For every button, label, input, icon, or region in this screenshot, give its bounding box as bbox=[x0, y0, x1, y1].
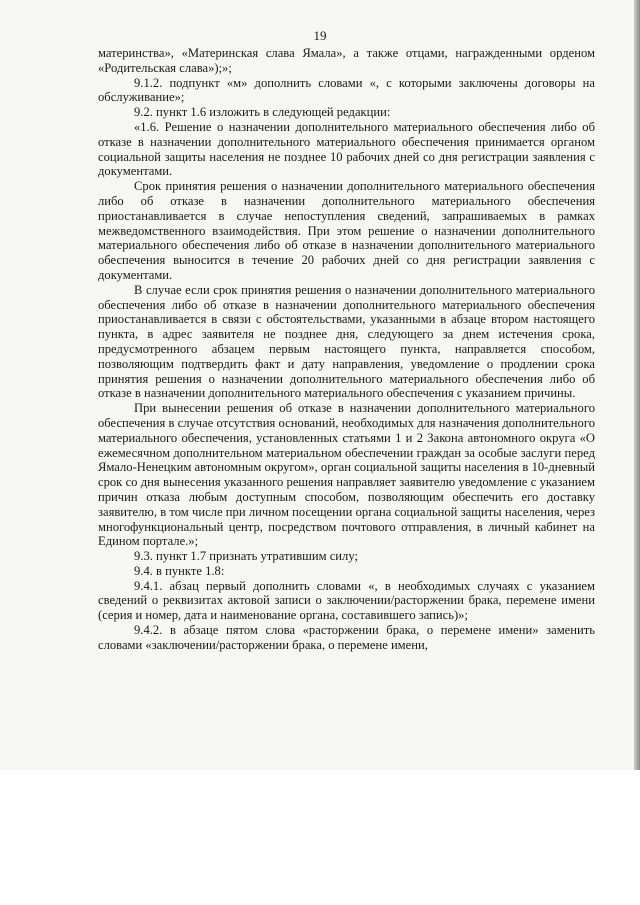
page-number: 19 bbox=[313, 28, 327, 43]
paragraph-continuation: материнства», «Материнская слава Ямала», а также отцами, награжденными орденом «Родительская слава»);»; bbox=[98, 46, 595, 75]
paragraph-decision-period: Срок принятия решения о назначении дополнительного материального обеспечения либо об отказе в назначении дополнительного материального обеспечения приостанавливается в случае непоступления сведений, запрашиваемых в рамках межведомственного взаимодействия. При этом решение о назначении дополнительного материального обеспечения либо об отказе в назначении дополнительного материального обеспечения выносится в течение 20 рабочих дней со дня регистрации заявления с документами. bbox=[98, 179, 595, 282]
paragraph-9-4-1: 9.4.1. абзац первый дополнить словами «, в необходимых случаях с указанием сведений о реквизитах актовой записи о заключении/расторжении брака, перемене имени (серия и номер, дата и наименование органа, составившего запись)»; bbox=[98, 578, 595, 623]
paragraph-9-4: 9.4. в пункте 1.8: bbox=[134, 563, 225, 578]
paragraph-refusal-notice: При вынесении решения об отказе в назначении дополнительного материального обеспечения в случае отсутствия оснований, необходимых для назначения дополнительного материального обеспечения, установленных статьями 1 и 2 Закона автономного округа «О ежемесячном дополнительном материальном обеспечении граждан за особые заслуги перед Ямало-Ненецким автономным округом», орган социальной защиты населения в 10-дневный срок со дня вынесения указанного решения направляет заявителю уведомление с указанием причин отказа любым доступным способом, позволяющим обеспечить его доставку заявителю, в том числе при личном посещении органа социальной защиты населения, через многофункциональный центр, посредством почтового отправления, в личный кабинет на Едином портале.»; bbox=[98, 401, 595, 549]
paragraph-9-1-2: 9.1.2. подпункт «м» дополнить словами «, с которыми заключены договоры на обслуживание»; bbox=[98, 75, 595, 105]
paragraph-9-2: 9.2. пункт 1.6 изложить в следующей редакции: bbox=[134, 105, 391, 120]
paragraph-1-6: «1.6. Решение о назначении дополнительного материального обеспечения либо об отказе в назначении дополнительного материального обеспечения принимается органом социальной защиты населения не позднее 10 рабочих дней со дня регистрации заявления с документами. bbox=[98, 119, 595, 179]
paragraph-9-4-2: 9.4.2. в абзаце пятом слова «расторжении брака, о перемене имени» заменить словами «заключении/расторжении брака, о перемене имени, bbox=[98, 623, 595, 652]
paragraph-suspension-notice: В случае если срок принятия решения о назначении дополнительного материального обеспечения либо об отказе в назначении дополнительного материального обеспечения приостанавливается в связи с обстоятельствами, указанными в абзаце втором настоящего пункта, в адрес заявителя не позднее дня, следующего за днем истечения срока, предусмотренного абзацем первым настоящего пункта, направляется способом, позволяющим подтвердить факт и дату направления, уведомление о продлении срока принятия решения о назначении дополнительного материального обеспечения либо об отказе в назначении дополнительного материального обеспечения с указанием причины. bbox=[98, 282, 595, 401]
page-edge-shadow bbox=[634, 0, 640, 770]
document-body bbox=[98, 46, 595, 653]
paragraph-9-3: 9.3. пункт 1.7 признать утратившим силу; bbox=[134, 549, 358, 564]
